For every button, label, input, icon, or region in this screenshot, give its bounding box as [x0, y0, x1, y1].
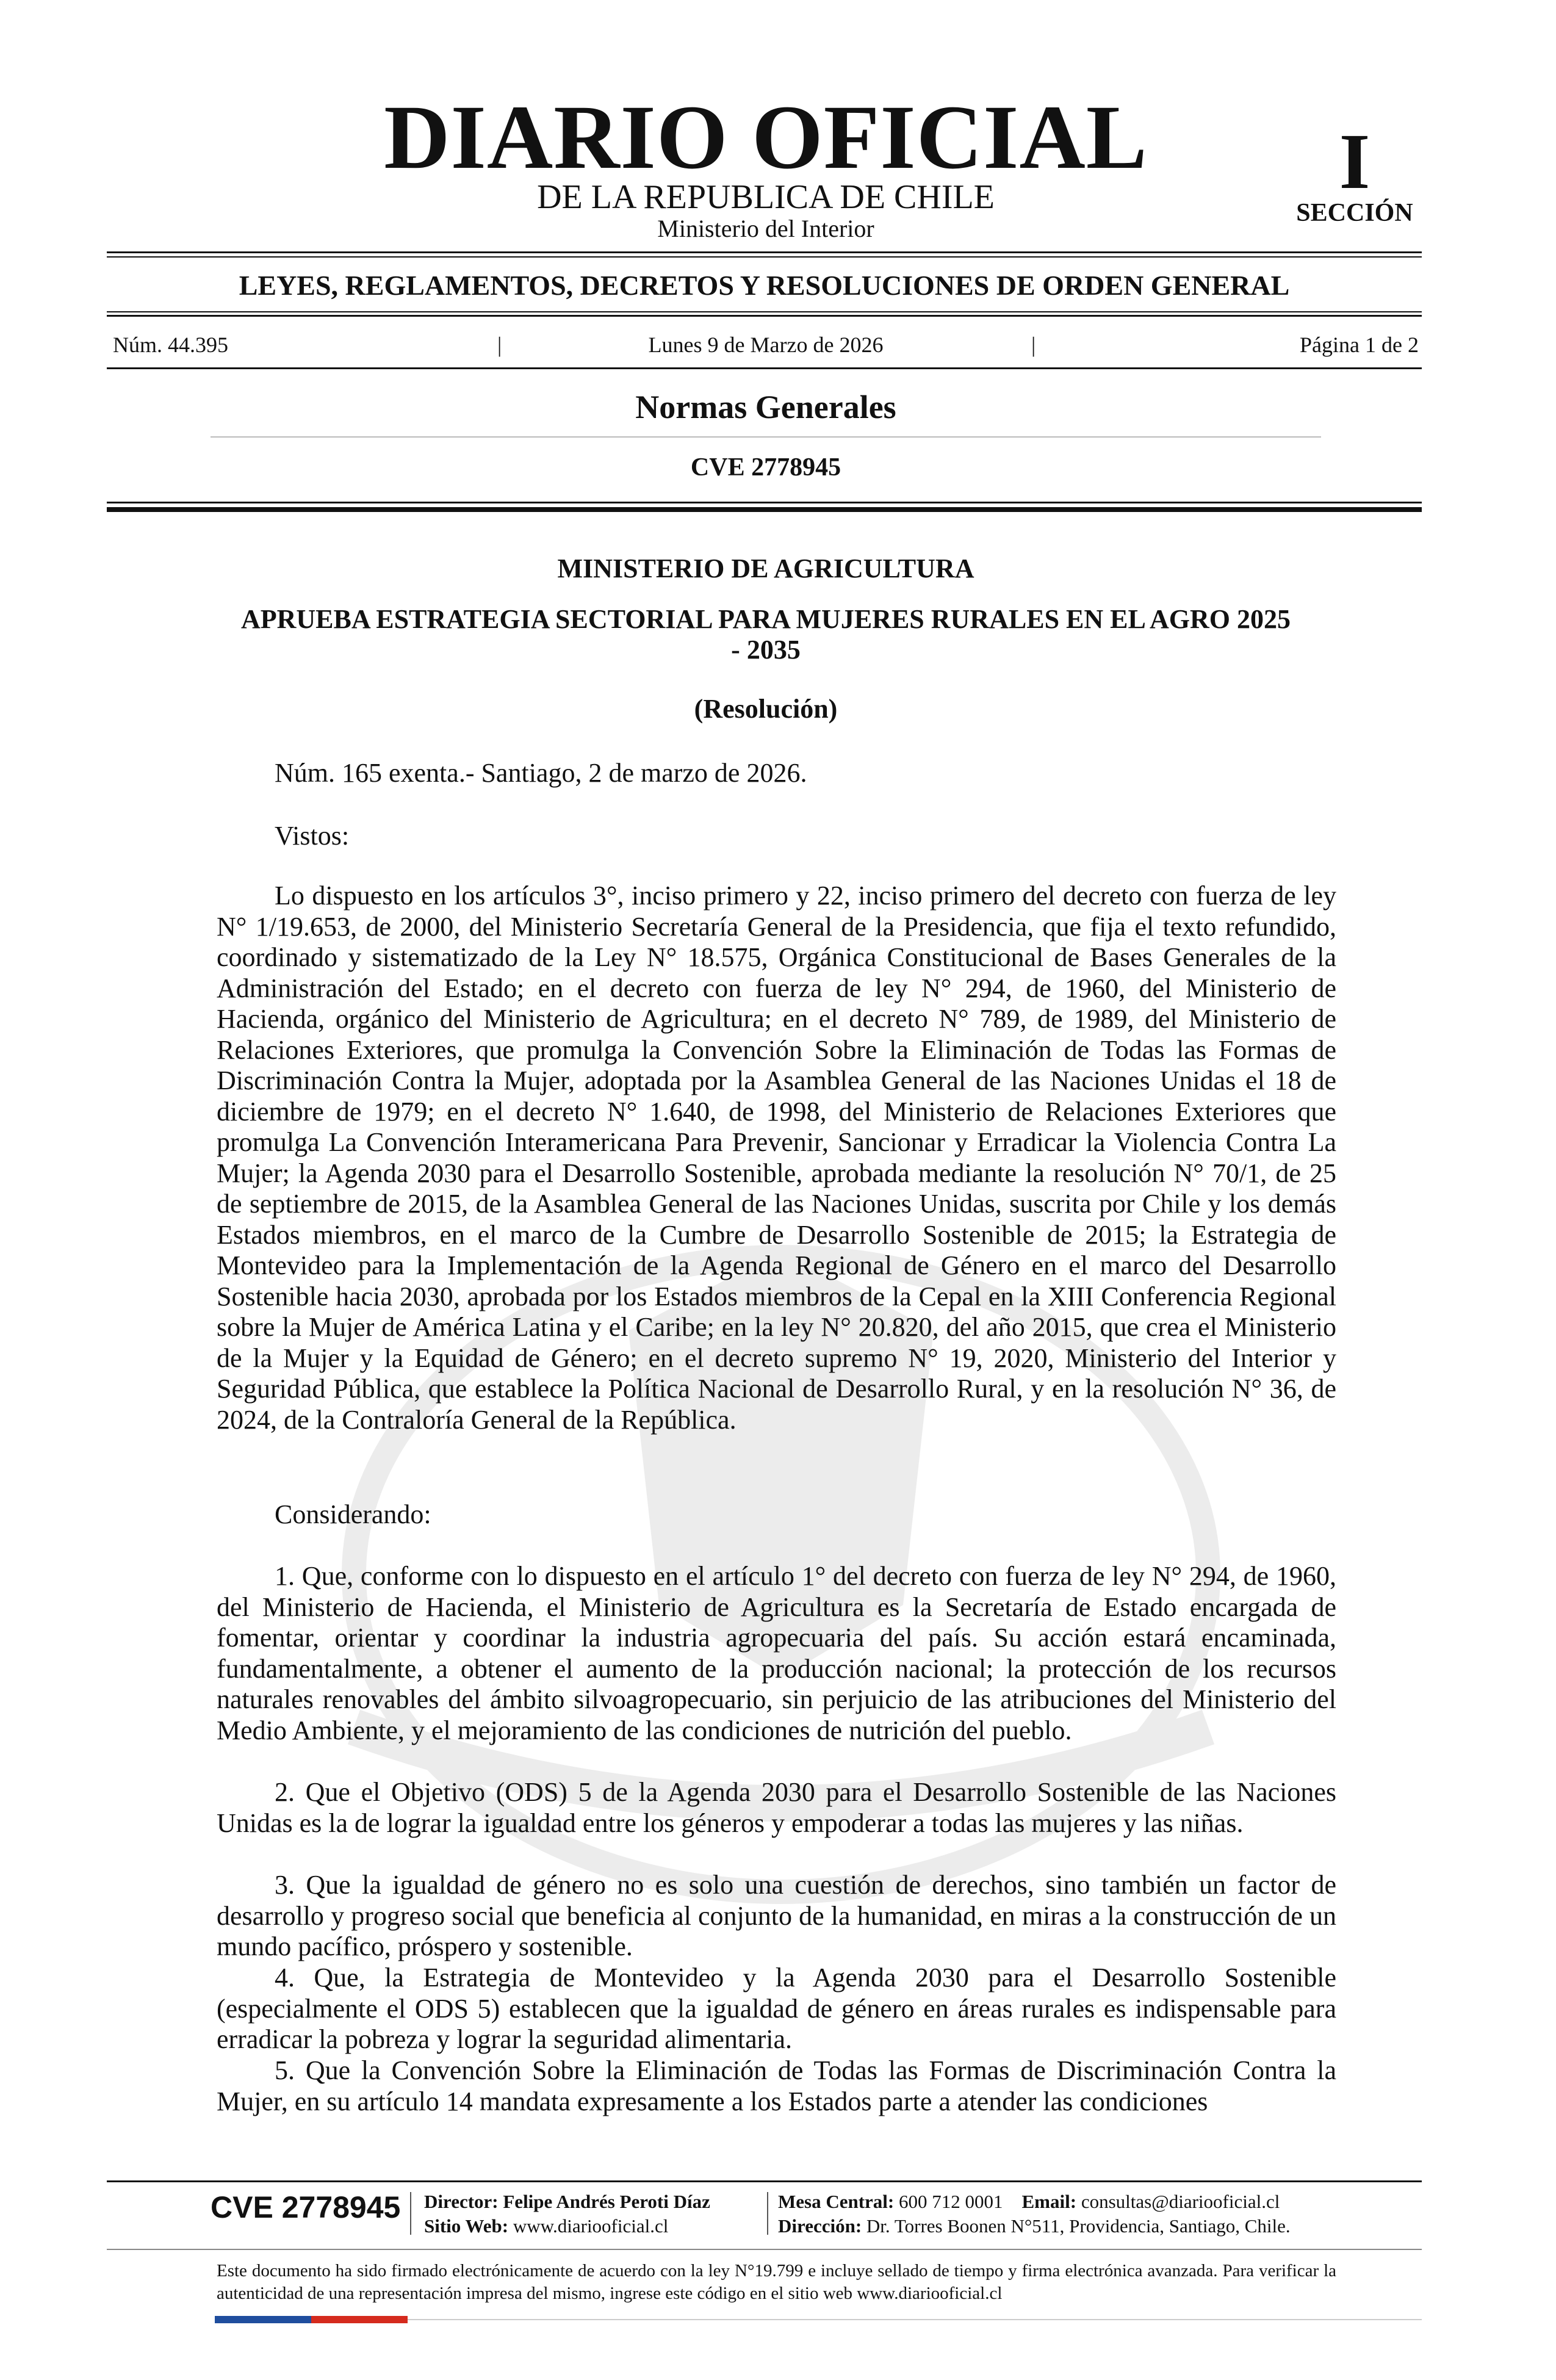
- general-heading: LEYES, REGLAMENTOS, DECRETOS Y RESOLUCIONES DE ORDEN GENERAL: [239, 270, 1290, 301]
- email-link[interactable]: consultas@diariooficial.cl: [1081, 2191, 1280, 2212]
- masthead-title: DIARIO OFICIAL: [384, 87, 1148, 188]
- cve-heading: CVE 2778945: [690, 453, 841, 481]
- mesa-label: Mesa Central:: [778, 2191, 895, 2212]
- issue-date: Lunes 9 de Marzo de 2026: [648, 333, 884, 357]
- mesa-value: 600 712 0001: [899, 2191, 1003, 2212]
- flag-rule: [408, 2319, 1422, 2320]
- masthead-subtitle: DE LA REPUBLICA DE CHILE: [537, 178, 995, 216]
- footer-website: [424, 2214, 668, 2238]
- website-label: Sitio Web:: [424, 2215, 509, 2237]
- header-rule-mid: [107, 311, 1422, 312]
- footer-cve: CVE 2778945: [211, 2190, 401, 2224]
- considerando-label: Considerando:: [275, 1499, 431, 1529]
- address-value: Dr. Torres Boonen N°511, Providencia, Santiago, Chile.: [866, 2215, 1291, 2237]
- vistos-label: Vistos:: [275, 821, 350, 851]
- section-title-underline: [211, 436, 1321, 438]
- website-link[interactable]: www.diariooficial.cl: [513, 2215, 669, 2237]
- document-title: APRUEBA ESTRATEGIA SECTORIAL PARA MUJERES RURALES EN EL AGRO 2025 - 2035: [240, 604, 1291, 665]
- footer-divider: [107, 2249, 1422, 2250]
- issue-number: Núm. 44.395: [113, 333, 228, 357]
- considerando-paragraph-1: 1. Que, conforme con lo dispuesto en el artículo 1° del decreto con fuerza de ley N° 294, de 1960, del Ministerio de Hacienda, el Ministerio de Agricultura es la Secretaría de Estado encargada de fomentar, orientar y coordinar la industria agropecuaria del país. Su acción estará encaminada, fundamentalmente, a obtener el aumento de la producción nacional; la protección de los recursos naturales renovables del ámbito silvoagropecuario, sin perjuicio de las atribuciones del Ministerio del Medio Ambiente, y el mejoramiento de las condiciones de nutrición del pueblo.: [217, 1561, 1336, 1745]
- issue-separator: |: [1031, 333, 1036, 357]
- considerando-paragraph-3: 3. Que la igualdad de género no es solo una cuestión de derechos, sino también un factor de desarrollo y progreso social que beneficia al conjunto de la humanidad, en miras a la construcción de un mundo pacífico, próspero y sostenible.: [217, 1870, 1336, 1961]
- considerando-paragraph-2: 2. Que el Objetivo (ODS) 5 de la Agenda 2030 para el Desarrollo Sostenible de las Naciones Unidas es la de lograr la igualdad entre los géneros y empoderar a todas las mujeres y las niñas.: [217, 1777, 1336, 1838]
- considerando-paragraph-4: 4. Que, la Estrategia de Montevideo y la Agenda 2030 para el Desarrollo Sostenible (especialmente el ODS 5) establecen que la igualdad de género en áreas rurales es indispensable para erradicar la pobreza y lograr la seguridad alimentaria.: [217, 1963, 1336, 2054]
- vistos-paragraph: Lo dispuesto en los artículos 3°, inciso primero y 22, inciso primero del decreto con fuerza de ley N° 1/19.653, de 2000, del Ministerio Secretaría General de la Presidencia, que fija el texto refundido, coordinado y sistematizado de la Ley N° 18.575, Orgánica Constitucional de Bases Generales de la Administración del Estado; en el decreto con fuerza de ley N° 294, de 1960, del Ministerio de Hacienda, orgánico del Ministerio de Agricultura; en el decreto N° 789, de 1989, del Ministerio de Relaciones Exteriores, que promulga la Convención Sobre la Eliminación de Todas las Formas de Discriminación Contra la Mujer, adoptada por la Asamblea General de las Naciones Unidas el 18 de diciembre de 1979; en el decreto N° 1.640, de 1998, del Ministerio de Relaciones Exteriores que promulga La Convención Interamericana Para Prevenir, Sancionar y Erradicar la Violencia Contra La Mujer; la Agenda 2030 para el Desarrollo Sostenible, aprobada mediante la resolución N° 70/1, de 25 de septiembre de 2015, de la Asamblea General de las Naciones Unidas, suscrita por Chile y los demás Estados miembros, en el marco de la Cumbre de Desarrollo Sostenible de 2015; la Estrategia de Montevideo para la Implementación de la Agenda Regional de Género en el marco del Desarrollo Sostenible hacia 2030, aprobada por los Estados miembros de la Cepal en la XIII Conferencia Regional sobre la Mujer de América Latina y el Caribe; en la ley N° 20.820, del año 2015, que crea el Ministerio de la Mujer y la Equidad de Género; en el decreto supremo N° 19, 2020, Ministerio del Interior y Seguridad Pública, que establece la Política Nacional de Desarrollo Rural, y en la resolución N° 36, de 2024, de la Contraloría General de la República.: [217, 881, 1336, 1435]
- header-rule-mid-thick: [107, 315, 1422, 317]
- footer-mesa-central: [778, 2190, 1280, 2214]
- footer-separator: [410, 2192, 411, 2235]
- section-number: I: [1339, 118, 1371, 206]
- footer-director: [424, 2190, 710, 2214]
- masthead-ministry: Ministerio del Interior: [657, 215, 874, 242]
- cve-rule: [107, 502, 1422, 503]
- flag-bar-red: [311, 2316, 408, 2323]
- issue-separator: |: [497, 333, 502, 357]
- email-label: Email:: [1021, 2191, 1077, 2212]
- footer-separator: [767, 2192, 768, 2235]
- section-label: SECCIÓN: [1296, 199, 1413, 227]
- header-rule-top-thin: [107, 256, 1422, 258]
- director-name: Felipe Andrés Peroti Díaz: [503, 2191, 710, 2212]
- header-rule-top: [107, 251, 1422, 253]
- footer-note: Este documento ha sido firmado electrónicamente de acuerdo con la ley N°19.799 e incluye sellado de tiempo y firma electrónica avanzada. Para verificar la autenticidad de una representación impresa del mismo, ingrese este código en el sitio web www.diariooficial.cl: [217, 2261, 1336, 2303]
- section-title: Normas Generales: [635, 389, 896, 425]
- document-ministry: MINISTERIO DE AGRICULTURA: [557, 554, 974, 583]
- cve-rule-thick: [107, 507, 1422, 512]
- issue-rule: [107, 367, 1422, 369]
- flag-bar-blue: [215, 2316, 311, 2323]
- footer-address: [778, 2214, 1291, 2238]
- footer-rule: [107, 2180, 1422, 2182]
- issue-page: Página 1 de 2: [1300, 333, 1419, 357]
- address-label: Dirección:: [778, 2215, 862, 2237]
- considerando-paragraph-5: 5. Que la Convención Sobre la Eliminación de Todas las Formas de Discriminación Contra la Mujer, en su artículo 14 mandata expresamente a los Estados parte a atender las condiciones: [217, 2055, 1336, 2116]
- director-label: Director:: [424, 2191, 499, 2212]
- document-number-line: Núm. 165 exenta.- Santiago, 2 de marzo de 2026.: [275, 758, 807, 788]
- document-type: (Resolución): [694, 694, 838, 724]
